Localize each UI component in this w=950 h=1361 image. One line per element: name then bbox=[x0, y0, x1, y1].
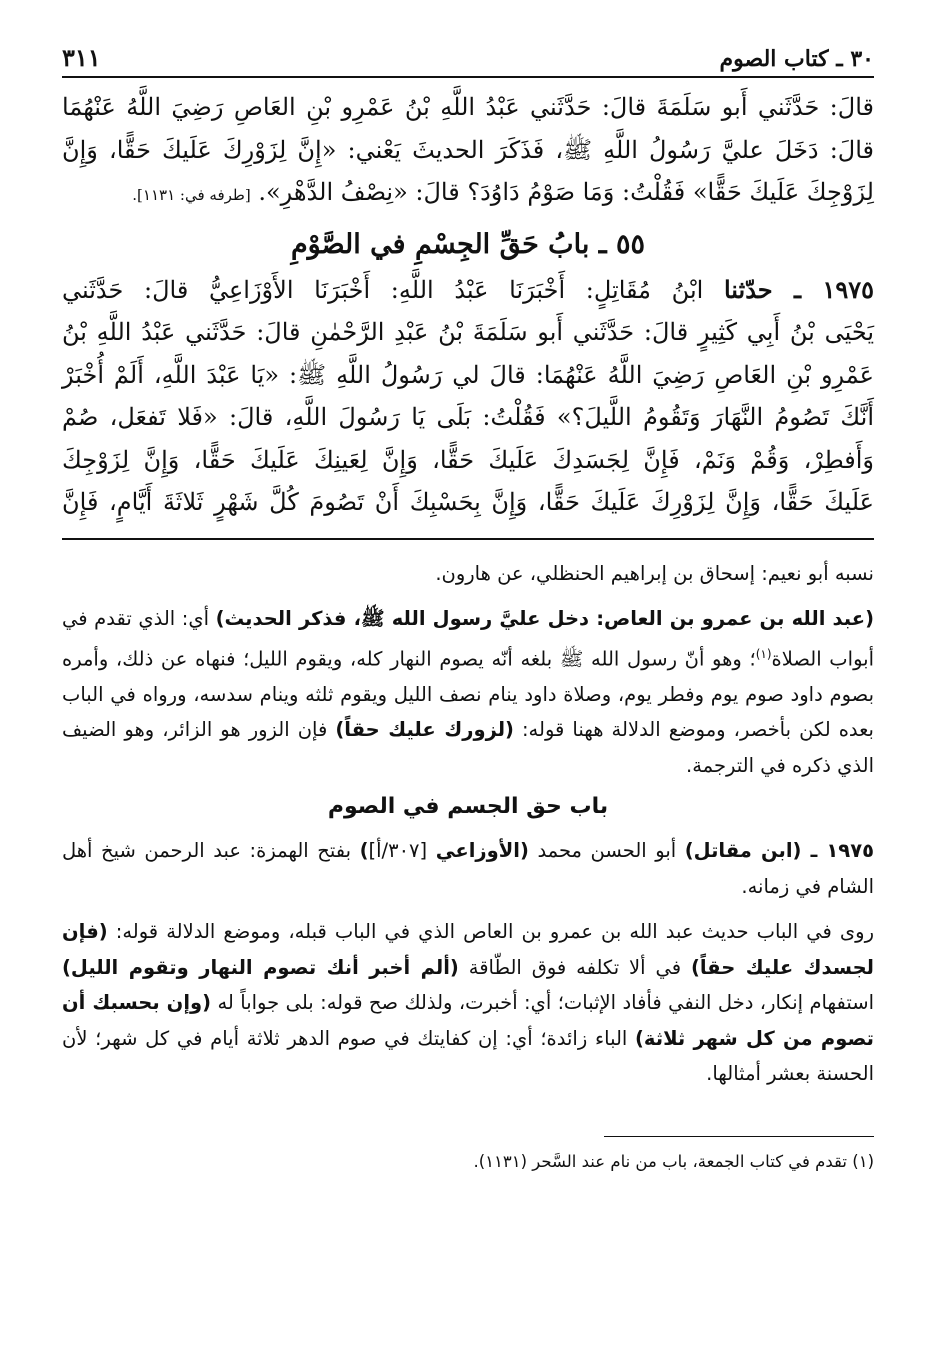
matn-line: أَنَّكَ تَصُومُ النَّهَارَ وَتَقُومُ اللَّيلَ؟» فَقُلْتُ: بَلَى يَا رَسُولَ اللَّهِ، قالَ: «فَلا تَفعَل، صُمْ bbox=[62, 403, 874, 431]
commentary bbox=[62, 556, 874, 1092]
footnote-ref[interactable]: (١) bbox=[755, 646, 772, 661]
commentary-text: فإن الزور هو الزائر، وهو الضيف الذي ذكره في الترجمة. bbox=[62, 718, 874, 777]
chapter-title: ٥٥ ـ بابُ حَقِّ الجِسْمِ في الصَّوْمِ bbox=[290, 228, 646, 260]
quoted-phrase: (عبد الله بن عمرو بن العاص: دخل عليَّ رسول الله ﷺ، فذكر الحديث) bbox=[215, 607, 874, 630]
footnote-rule bbox=[604, 1136, 874, 1137]
section-title: باب حق الجسم في الصوم bbox=[327, 794, 609, 819]
matn-line-text: ابْنُ مُقَاتِلٍ: أَخْبَرَنَا عَبْدُ اللَّهِ: أَخْبَرَنَا الأَوْزَاعِيُّ قالَ: حَدَّثَني bbox=[62, 275, 704, 304]
commentary-paragraph bbox=[62, 833, 874, 904]
matn-line: عَمْرِو بْنِ العَاصِ رَضِيَ اللَّهُ عَنْهُمَا: قالَ لي رَسُولُ اللَّهِ ﷺ: «يَا عَبْدَ اللَّهِ، أَلَمْ أُخْبَرْ bbox=[62, 360, 874, 389]
matn-line: قالَ: حَدَّثَني أَبو سَلَمَةَ قالَ: حَدَّثَني عَبْدُ اللَّهِ بْنُ عَمْرِو بْنِ العَاصِ رَضِيَ اللَّهُ عَنْهُمَا bbox=[62, 93, 874, 121]
commentary-text: أبو الحسن محمد bbox=[528, 839, 685, 862]
page-number: ٣١١ bbox=[62, 43, 101, 72]
commentary-paragraph bbox=[62, 914, 874, 1092]
matn-line bbox=[62, 171, 874, 217]
quoted-phrase: (لزورك عليك حقاً) bbox=[335, 718, 514, 741]
commentary-divider bbox=[62, 538, 874, 540]
running-header bbox=[62, 30, 874, 78]
commentary-text: استفهام إنكار، دخل النفي فأفاد الإثبات؛ أي: أخبرت، ولذلك صح قوله: بلى جواباً له bbox=[211, 991, 874, 1014]
footnote-number: (١) bbox=[852, 1151, 874, 1171]
footnote-text: تقدم في كتاب الجمعة، باب من نام عند السَّحر (١١٣١). bbox=[473, 1151, 847, 1171]
commentary-paragraph: نسبه أبو نعيم: إسحاق بن إبراهيم الحنظلي، عن هارون. bbox=[435, 561, 874, 585]
commentary-text: بفتح الهمزة: عبد الرحمن شيخ أهل الشام في زمانه. bbox=[62, 839, 874, 898]
quoted-phrase: (وإن بحسبك أن تصوم من كل شهر ثلاثة) bbox=[62, 991, 874, 1050]
commentary-text: الباء زائدة؛ أي: إن كفايتك في صوم الدهر ثلاثة أيام في كل شهر؛ لأن الحسنة بعشر أمثالها. bbox=[62, 1026, 874, 1085]
matn-line: قالَ: دَخَلَ عليَّ رَسُولُ اللَّهِ ﷺ، فَذَكَرَ الحديثَ يَعْني: «إِنَّ لِزَوْرِكَ عَلَيكَ حَقًّا، وَإِنَّ bbox=[62, 135, 874, 164]
commentary-text: ؛ وهو أنّ رسول الله ﷺ بلغه أنّه يصوم النهار كله، ويقوم الليل؛ فنهاه عن ذلك، وأمره بصوم داود صوم يوم وفطر يوم، وصلاة داود ينام نصف الليل ويقوم ثلثه وينام سدسه، ورواه في الباب بعده لكن بأخصر، وموضع الدلالة ههنا قوله: bbox=[62, 647, 874, 741]
matn-line-text: لِزَوْجِكَ عَلَيكَ حَقًّا» فَقُلْتُ: وَمَا صَوْمُ دَاوُدَ؟ قالَ: «نِصْفُ الدَّهْرِ». bbox=[258, 178, 874, 206]
quoted-phrase: ١٩٧٥ ـ (ابن مقاتل) bbox=[684, 839, 874, 862]
quoted-phrase: ) bbox=[359, 839, 369, 862]
tarf-reference: [طرفه في: ١١٣١]. bbox=[132, 186, 251, 204]
chapter-heading: ٣٠ ـ كتاب الصوم bbox=[719, 46, 874, 72]
hadith-text bbox=[62, 86, 874, 524]
page bbox=[62, 30, 874, 1177]
quoted-phrase: (الأوزاعي bbox=[435, 839, 529, 862]
matn-line: وَأَفطِرْ، وَقُمْ وَنَمْ، فَإِنَّ لِجَسَدِكَ عَلَيكَ حَقًّا، وَإِنَّ لِعَينِكَ عَلَيكَ حَقًّا، وَإِنَّ لِزَوْجِكَ bbox=[62, 445, 874, 474]
matn-line: عَلَيكَ حَقًّا، وَإِنَّ لِزَوْرِكَ عَلَيكَ حَقًّا، وَإِنَّ بِحَسْبِكَ أَنْ تَصُومَ كُلَّ شَهْرٍ ثَلاثَةَ أَيَّامٍ، فَإِنَّ bbox=[62, 488, 874, 516]
footnote bbox=[62, 1147, 874, 1177]
manuscript-ref: [٣٠٧/أ] bbox=[368, 839, 436, 862]
hadith-number: ١٩٧٥ ـ حدّثنا bbox=[723, 274, 874, 304]
commentary-paragraph bbox=[62, 601, 874, 783]
quoted-phrase: (ألم أخبر أنك تصوم النهار وتقوم الليل) bbox=[62, 955, 459, 979]
matn-line: يَحْيَى بْنُ أَبِي كَثِيرٍ قالَ: حَدَّثَني أَبو سَلَمَةَ بْنُ عَبْدِ الرَّحْمٰنِ قالَ: حَدَّثَني عَبْدُ اللَّهِ بْنُ bbox=[62, 318, 874, 346]
commentary-text: في ألا تكلفه فوق الطّاقة bbox=[458, 955, 691, 979]
matn-line bbox=[62, 269, 874, 312]
commentary-text: روى في الباب حديث عبد الله بن عمرو بن العاص الذي في الباب قبله، وموضع الدلالة قوله: bbox=[107, 920, 874, 943]
quoted-phrase: (فإن لجسدك عليك حقاً) bbox=[62, 920, 874, 979]
commentary-text: أي: الذي تقدم في أبواب الصلاة bbox=[62, 607, 874, 670]
